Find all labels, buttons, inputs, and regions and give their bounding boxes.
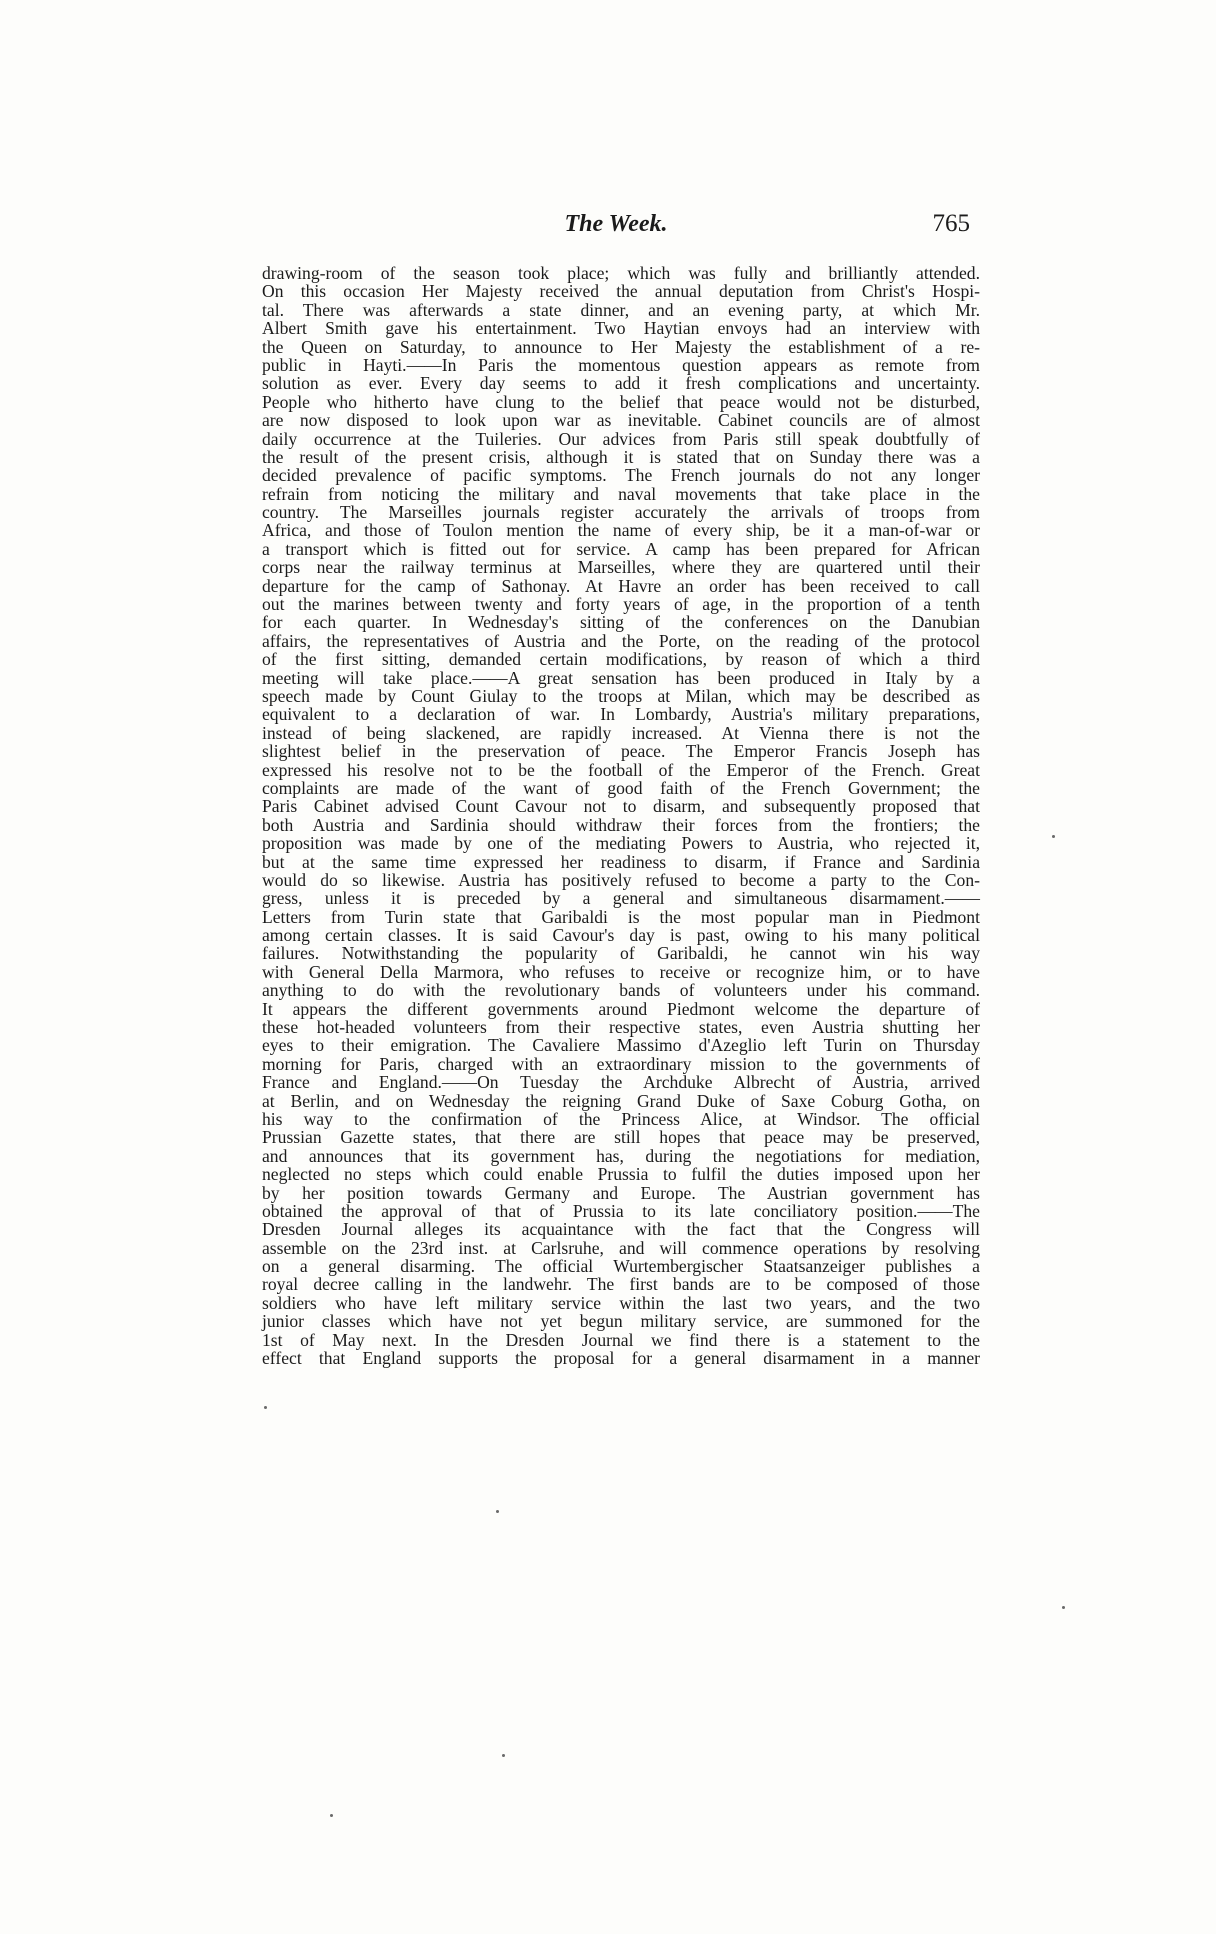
running-title: The Week. bbox=[564, 211, 668, 237]
text-line: gress, unless it is preceded by a general and simultaneous disarmament.—— bbox=[262, 888, 980, 909]
text-line: eyes to their emigration. The Cavaliere Massimo d'Azeglio left Turin on Thursday bbox=[262, 1035, 980, 1056]
text-line: effect that England supports the proposal for a general disarmament in a manner bbox=[262, 1348, 980, 1369]
text-line: soldiers who have left military service within the last two years, and the two bbox=[262, 1292, 980, 1313]
text-line: Albert Smith gave his entertainment. Two Haytian envoys had an interview with bbox=[262, 318, 980, 339]
text-line: France and England.——On Tuesday the Archduke Albrecht of Austria, arrived bbox=[262, 1072, 980, 1093]
text-line: of the first sitting, demanded certain modifications, by reason of which a third bbox=[262, 649, 980, 670]
text-line: proposition was made by one of the mediating Powers to Austria, who rejected it, bbox=[262, 833, 980, 854]
text-line: Dresden Journal alleges its acquaintance with the fact that the Congress will bbox=[262, 1219, 980, 1240]
text-line: royal decree calling in the landwehr. The first bands are to be composed of those bbox=[262, 1274, 980, 1295]
text-line: drawing-room of the season took place; which was fully and brilliantly attended. bbox=[262, 263, 980, 283]
text-line: instead of being slackened, are rapidly increased. At Vienna there is not the bbox=[262, 722, 980, 743]
text-line: and announces that its government has, during the negotiations for mediation, bbox=[262, 1145, 980, 1166]
text-line: affairs, the representatives of Austria and the Porte, on the reading of the protocol bbox=[262, 630, 980, 651]
text-line: Africa, and those of Toulon mention the name of every ship, be it a man-of-war or bbox=[262, 520, 980, 541]
text-line: these hot-headed volunteers from their respective states, even Austria shutting her bbox=[262, 1017, 980, 1038]
text-line: by her position towards Germany and Europe. The Austrian government has bbox=[262, 1182, 980, 1203]
text-line: at Berlin, and on Wednesday the reigning Grand Duke of Saxe Coburg Gotha, on bbox=[262, 1090, 980, 1111]
text-line: speech made by Count Giulay to the troops at Milan, which may be described as bbox=[262, 685, 980, 706]
text-line: anything to do with the revolutionary bands of volunteers under his command. bbox=[262, 980, 980, 1001]
text-line: among certain classes. It is said Cavour's day is past, owing to his many political bbox=[262, 925, 980, 946]
article-body bbox=[262, 264, 980, 1367]
text-line: both Austria and Sardinia should withdraw their forces from the frontiers; the bbox=[262, 814, 980, 835]
text-line: on a general disarming. The official Wurtembergischer Staatsanzeiger publishes a bbox=[262, 1256, 980, 1277]
text-line: obtained the approval of that of Prussia to its late conciliatory position.——The bbox=[262, 1200, 980, 1221]
text-line: complaints are made of the want of good faith of the French Government; the bbox=[262, 777, 980, 798]
text-line: out the marines between twenty and forty years of age, in the proportion of a tenth bbox=[262, 594, 980, 615]
text-line: public in Hayti.——In Paris the momentous question appears as remote from bbox=[262, 354, 980, 375]
page-number: 765 bbox=[932, 210, 970, 237]
text-line: equivalent to a declaration of war. In Lombardy, Austria's military preparations, bbox=[262, 704, 980, 725]
text-line: the result of the present crisis, although it is stated that on Sunday there was a bbox=[262, 446, 980, 467]
text-line: departure for the camp of Sathonay. At Havre an order has been received to call bbox=[262, 575, 980, 596]
ink-speck bbox=[1062, 1606, 1065, 1609]
text-line: solution as ever. Every day seems to add it fresh complications and uncertainty. bbox=[262, 373, 980, 394]
text-line: expressed his resolve not to be the football of the Emperor of the French. Great bbox=[262, 759, 980, 780]
page-header bbox=[262, 204, 970, 244]
text-line: On this occasion Her Majesty received the annual deputation from Christ's Hospi- bbox=[262, 281, 980, 302]
ink-speck bbox=[496, 1510, 499, 1513]
text-line: Prussian Gazette states, that there are still hopes that peace may be preserved, bbox=[262, 1127, 980, 1148]
text-line: for each quarter. In Wednesday's sitting of the conferences on the Danubian bbox=[262, 612, 980, 633]
text-line: assemble on the 23rd inst. at Carlsruhe, and will commence operations by resolving bbox=[262, 1237, 980, 1258]
text-line: junior classes which have not yet begun military service, are summoned for the bbox=[262, 1311, 980, 1332]
text-line: are now disposed to look upon war as inevitable. Cabinet councils are of almost bbox=[262, 410, 980, 431]
text-line: meeting will take place.——A great sensation has been produced in Italy by a bbox=[262, 667, 980, 688]
text-line: neglected no steps which could enable Prussia to fulfil the duties imposed upon her bbox=[262, 1164, 980, 1185]
ink-speck bbox=[1052, 835, 1055, 838]
text-line: his way to the confirmation of the Princess Alice, at Windsor. The official bbox=[262, 1108, 980, 1129]
text-line: country. The Marseilles journals register accurately the arrivals of troops from bbox=[262, 502, 980, 523]
text-line: It appears the different governments around Piedmont welcome the departure of bbox=[262, 998, 980, 1019]
text-line: decided prevalence of pacific symptoms. The French journals do not any longer bbox=[262, 465, 980, 486]
text-line: daily occurrence at the Tuileries. Our advices from Paris still speak doubtfully of bbox=[262, 428, 980, 449]
text-line: corps near the railway terminus at Marseilles, where they are quartered until their bbox=[262, 557, 980, 578]
text-line: morning for Paris, charged with an extraordinary mission to the governments of bbox=[262, 1053, 980, 1074]
text-line: People who hitherto have clung to the belief that peace would not be disturbed, bbox=[262, 391, 980, 412]
text-line: but at the same time expressed her readiness to disarm, if France and Sardinia bbox=[262, 851, 980, 872]
text-line: a transport which is fitted out for service. A camp has been prepared for African bbox=[262, 538, 980, 559]
text-line: Paris Cabinet advised Count Cavour not to disarm, and subsequently proposed that bbox=[262, 796, 980, 817]
text-line: tal. There was afterwards a state dinner, and an evening party, at which Mr. bbox=[262, 299, 980, 320]
text-line: the Queen on Saturday, to announce to Her Majesty the establishment of a re- bbox=[262, 336, 980, 357]
ink-speck bbox=[264, 1406, 267, 1409]
ink-speck bbox=[330, 1814, 333, 1817]
text-line: Letters from Turin state that Garibaldi is the most popular man in Piedmont bbox=[262, 906, 980, 927]
text-line: refrain from noticing the military and naval movements that take place in the bbox=[262, 483, 980, 504]
text-line: failures. Notwithstanding the popularity of Garibaldi, he cannot win his way bbox=[262, 943, 980, 964]
text-line: 1st of May next. In the Dresden Journal we find there is a statement to the bbox=[262, 1329, 980, 1350]
text-line: slightest belief in the preservation of peace. The Emperor Francis Joseph has bbox=[262, 741, 980, 762]
text-line: would do so likewise. Austria has positively refused to become a party to the Con- bbox=[262, 869, 980, 890]
text-line: with General Della Marmora, who refuses to receive or recognize him, or to have bbox=[262, 961, 980, 982]
ink-speck bbox=[502, 1754, 505, 1757]
